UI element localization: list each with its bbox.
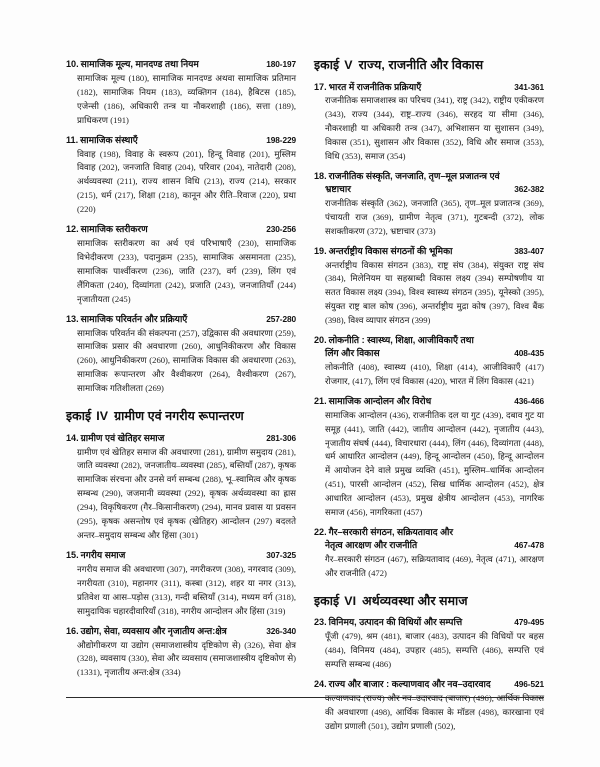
toc-entry-detail: गैर–सरकारी संगठन (467), सक्रियतावाद (469), नेतृत्व (471), आरक्षण और राजनीति (472) bbox=[325, 553, 544, 578]
toc-entry[interactable] bbox=[314, 245, 544, 329]
toc-entry-number: 13. bbox=[66, 313, 79, 324]
toc-entry-title bbox=[314, 334, 544, 347]
toc-entry-pages: 281-306 bbox=[266, 432, 296, 443]
unit-heading-6 bbox=[314, 594, 544, 610]
toc-entry-pages: 307-325 bbox=[266, 550, 296, 560]
toc-entry-number: 18. bbox=[314, 171, 327, 182]
toc-entry-title bbox=[314, 526, 544, 539]
toc-entry-number: 21. bbox=[314, 395, 327, 406]
toc-entry[interactable] bbox=[314, 81, 544, 165]
toc-body bbox=[66, 58, 544, 731]
toc-entry-title-text-2: नेतृत्व आरक्षण और राजनीति bbox=[325, 539, 418, 550]
unit-heading-5 bbox=[314, 58, 544, 74]
toc-entry-title-second-line bbox=[314, 347, 544, 360]
toc-entry-pages: 436-466 bbox=[514, 395, 544, 406]
toc-entry-number: 14. bbox=[66, 432, 79, 443]
toc-left-column bbox=[66, 58, 296, 686]
toc-entry-detail: विवाह (198), विवाह के स्वरूप (201), हिन्दू विवाह (201), मुस्लिम विवाह (202), जनजाति विवाह (204), परिवार (204), नातेदारी (208), अर्थव्यवस्था (211), राज्य शासन विधि (213), राज्य (214), सरकार (215), धर्म (217), शिक्षा (218), कानून और रीति–रिवाज (220), प्रथा (220) bbox=[77, 148, 296, 215]
toc-entry-number: 15. bbox=[66, 550, 79, 560]
toc-entry[interactable] bbox=[66, 432, 296, 543]
toc-entry-detail: अन्तर्राष्ट्रीय विकास संगठन (383), राष्ट्र संघ (384), संयुक्त राष्ट्र संघ (384), मिलेनियम या सहस्राब्दी विकास लक्ष्य (394) सम्पोषणीय या सतत विकास लक्ष्य (394), विश्व स्वास्थ्य संगठन (395), यूनेस्को (395), संयुक्त राष्ट्र बाल कोष (396), अन्तर्राष्ट्रीय मुद्रा कोष (397), विश्व बैंक (398), विश्व व्यापार संगठन (399) bbox=[325, 259, 544, 326]
toc-entry-title bbox=[314, 678, 514, 691]
unit-roman-numeral: IV bbox=[96, 409, 109, 424]
toc-entry-detail: सामाजिक स्तरीकरण का अर्थ एवं परिभाषाएँ (230), सामाजिक विभेदीकरण (233), पदानुक्रम (235), सामाजिक असमानता (235), सामाजिक पार्श्वीकरण (236), जाति (237), वर्ग (239), लिंग एवं लैंगिकता (240), दिव्यांगता (242), प्रजाति (243), जनजातियाँ (244) नृजातीयता (245) bbox=[77, 238, 296, 304]
toc-entry-title bbox=[314, 81, 514, 94]
toc-entry-title-text: राज्य और बाजार : कल्याणवाद और नव–उदारवाद bbox=[328, 678, 491, 689]
toc-entry-pages: 479-495 bbox=[514, 617, 544, 628]
toc-entry[interactable] bbox=[314, 616, 544, 672]
toc-entry-number: 11. bbox=[66, 134, 79, 145]
toc-entry[interactable] bbox=[66, 223, 296, 307]
unit-roman-numeral: VI bbox=[344, 593, 357, 608]
toc-entry-title-row bbox=[314, 81, 544, 94]
toc-entry-title-row bbox=[314, 616, 544, 629]
toc-entry-title-text: उद्योग, सेवा, व्यवसाय और नृजातीय अन्त:क्षेत्र bbox=[80, 625, 227, 636]
toc-entry[interactable] bbox=[66, 625, 296, 681]
toc-entry-title bbox=[66, 58, 266, 71]
toc-entry-detail: कल्याणवाद (राज्य) और नव–उदारवाद (बाजार) (496), आर्थिक विकास की अवधारणा (498), आर्थिक विकास के मॉडल (498), कारखाना एवं उद्योग प्रणाली (501), उद्योग प्रणाली (502), bbox=[325, 692, 544, 731]
toc-entry-detail: सामाजिक मूल्य (180), सामाजिक मानदण्ड अथवा सामाजिक प्रतिमान (182), सामाजिक नियम (183), व्यक्तिगन (184), हैबिटस (185), एजेन्सी (186), अधिकारी तन्त्र या नौकरशाही (186), सत्ता (189), प्राधिकरण (191) bbox=[77, 72, 296, 125]
toc-entry-title-row bbox=[66, 432, 296, 445]
toc-entry-title-text: नगरीय समाज bbox=[80, 550, 126, 560]
toc-entry-title-text: सामाजिक परिवर्तन और प्रक्रियाएँ bbox=[80, 313, 188, 324]
toc-entry-title-row bbox=[314, 678, 544, 691]
toc-entry-title-text: अन्तर्राष्ट्रीय विकास संगठनों की भूमिका bbox=[328, 245, 453, 256]
toc-entry-title-text: गैर–सरकारी संगठन, सक्रियतावाद और bbox=[328, 527, 454, 538]
toc-entry-title bbox=[314, 616, 514, 629]
page-bottom-rule bbox=[66, 697, 544, 698]
toc-entry-number: 16. bbox=[66, 625, 79, 636]
toc-entry-pages: 180-197 bbox=[266, 59, 296, 69]
toc-entry-title-text: सामाजिक आन्दोलन और विरोध bbox=[328, 395, 432, 406]
toc-entry-title-text: विनिमय, उत्पादन की विधियों और सम्पत्ति bbox=[328, 617, 463, 628]
toc-entry-title-row bbox=[66, 625, 296, 638]
toc-entry-detail: ग्रामीण एवं खेतिहर समाज की अवधारणा (281), ग्रामीण समुदाय (281), जाति व्यवस्था (282), जनजातीय–व्यवस्था (285), बस्तियाँ (287), कृषक सामाजिक संरचना और उनसे वर्ग सम्बन्ध (288), भू–स्वामित्व और कृषक सम्बन्ध (290), जजमानी व्यवस्था (292), कृषक अर्थव्यवस्था का ह्रास (294), विकृषिकरण (गैर–किसानीकरण) (294), मानव प्रवास या प्रवसन (295), कृषक असन्तोष एवं कृषक (खेतिहर) आन्दोलन (297) बदलते अन्तर–समुदाय सम्बन्ध और हिंसा (301) bbox=[77, 446, 296, 541]
toc-entry-pages: 230-256 bbox=[266, 224, 296, 235]
toc-entry-title-row bbox=[66, 549, 296, 562]
toc-entry-title-row bbox=[314, 334, 544, 360]
toc-entry-pages: 341-361 bbox=[514, 81, 544, 92]
toc-entry-title-text: सामाजिक मूल्य, मानदण्ड तथा नियम bbox=[80, 59, 199, 69]
toc-entry-title-row bbox=[66, 223, 296, 236]
toc-entry-detail: राजनीतिक संस्कृति (362), जनजाति (365), तृण–मूल प्रजातन्त्र (369), पंचायती राज (369), ग्रामीण नेतृत्व (371), गुटबन्दी (372), लोक सशक्तीकरण (372), भ्रष्टाचार (373) bbox=[325, 197, 544, 236]
toc-entry-detail: राजनीतिक समाजशास्त्र का परिचय (341), राष्ट्र (342), राष्ट्रीय एकीकरण (343), राज्य (344), राष्ट्र–राज्य (346), सरहद या सीमा (346), नौकरशाही या अधिकारी तन्त्र (347), अभिशासन या सुशासन (349), विकास (351), सुशासन और विकास (352), विधि और समाज (353), विधि (353), समाज (354) bbox=[325, 95, 544, 162]
toc-right-column bbox=[314, 58, 544, 740]
toc-entry[interactable] bbox=[314, 395, 544, 520]
toc-entry-detail: नगरीय समाज की अवधारणा (307), नगरीकरण (308), नगरवाद (309), नगरीयता (310), महानगर (311), कस्बा (312), शहर या नगर (313), प्रतिवेश या आस–पड़ोस (313), गन्दी बस्तियाँ (314), मध्यम वर्ग (318), सामुदायिक चहारदीवारियाँ (318), नगरीय आन्दोलन और हिंसा (319) bbox=[77, 563, 296, 616]
toc-entry-title-text: सामाजिक संस्थाएँ bbox=[80, 134, 138, 145]
toc-entry-title-second-line bbox=[314, 539, 544, 552]
unit-label: इकाई bbox=[66, 409, 92, 424]
toc-entry-title bbox=[66, 313, 266, 326]
toc-entry-title bbox=[314, 170, 544, 183]
toc-entry-title-text: भारत में राजनीतिक प्रक्रियाएँ bbox=[328, 81, 422, 92]
toc-entry-number: 23. bbox=[314, 617, 327, 628]
unit-title: अर्थव्यवस्था और समाज bbox=[362, 593, 468, 608]
toc-entry-title bbox=[66, 134, 266, 147]
unit-heading-4 bbox=[66, 409, 296, 425]
toc-entry-title bbox=[66, 432, 266, 445]
toc-entry-title-row bbox=[66, 58, 296, 71]
toc-entry-title-text: ग्रामीण एवं खेतिहर समाज bbox=[80, 432, 165, 443]
toc-entry-detail: सामाजिक आन्दोलन (436), राजनीतिक दल या गुट (439), दबाव गुट या समूह (441), जाति (442), जातीय आन्दोलन (442), नृजातीय (443), नृजातीय संघर्ष (444), विचारधारा (444), लिंग (446), दिव्यांगता (448), धर्म आधारित आन्दोलन (449), हिन्दू आन्दोलन (450), हिन्दू आन्दोलन में आयोजन देने वाले प्रमुख व्यक्ति (451), मुस्लिम–धार्मिक आन्दोलन (451), पारसी आन्दोलन (452), सिख धार्मिक आन्दोलन (452), क्षेत्र आधारित आन्दोलन (453), प्रमुख क्षेत्रीय आन्दोलन (453), नागरिक समाज (456), नागरिकता (457) bbox=[325, 409, 544, 518]
toc-entry-number: 24. bbox=[314, 678, 327, 689]
unit-label: इकाई bbox=[314, 593, 340, 608]
toc-entry-pages: 408-435 bbox=[514, 348, 544, 359]
toc-entry[interactable] bbox=[66, 58, 296, 128]
unit-roman-numeral: V bbox=[344, 58, 353, 72]
toc-entry-number: 10. bbox=[66, 59, 79, 69]
toc-entry[interactable] bbox=[314, 678, 544, 734]
toc-entry-detail: लोकनीति (408), स्वास्थ्य (410), शिक्षा (414), आजीविकाएँ (417) रोजगार, (417), लिंग एवं विकास (420), भारत में लिंग विकास (421) bbox=[325, 361, 544, 386]
unit-title: राज्य, राजनीति और विकास bbox=[358, 58, 484, 72]
toc-entry-number: 19. bbox=[314, 245, 327, 256]
toc-entry-title-row bbox=[314, 526, 544, 552]
toc-entry-title-text-2: लिंग और विकास bbox=[325, 348, 380, 359]
toc-entry[interactable] bbox=[314, 170, 544, 239]
toc-entry-number: 20. bbox=[314, 335, 327, 346]
toc-entry[interactable] bbox=[314, 334, 544, 389]
toc-entry-title-text: राजनीतिक संस्कृति, जनजाति, तृण–मूल प्रजातन्त्र एवं bbox=[328, 171, 500, 182]
toc-entry-detail: पूँजी (479), श्रम (481), बाजार (483), उत्पादन की विधियों पर बहस (484), विनिमय (484), उपहार (485), सम्पत्ति (486), सम्पत्ति एवं सम्पत्ति सम्बन्ध (486) bbox=[325, 631, 544, 669]
toc-entry-title-text-2: भ्रष्टाचार bbox=[325, 183, 351, 194]
toc-entry-title bbox=[66, 223, 266, 236]
toc-entry-pages: 362-382 bbox=[514, 183, 544, 194]
toc-entry-title-row bbox=[314, 170, 544, 196]
toc-entry-title-text: सामाजिक स्तरीकरण bbox=[80, 224, 148, 235]
toc-entry-pages: 198-229 bbox=[266, 134, 296, 145]
toc-entry-number: 22. bbox=[314, 527, 327, 538]
toc-entry-detail: औद्योगीकरण या उद्योग (समाजशास्त्रीय दृष्टिकोण से) (326), सेवा क्षेत्र (328), व्यवसाय (330), सेवा और व्यवसाय (समाजशास्त्रीय दृष्टिकोण से) (1331), नृजातीय अन्त:क्षेत्र (334) bbox=[77, 639, 296, 678]
toc-entry-title bbox=[66, 549, 266, 562]
toc-entry[interactable] bbox=[66, 134, 296, 218]
toc-entry-pages: 383-407 bbox=[514, 245, 544, 256]
toc-entry-pages: 496-521 bbox=[514, 678, 544, 689]
toc-entry[interactable] bbox=[314, 526, 544, 581]
unit-title: ग्रामीण एवं नगरीय रूपान्तरण bbox=[114, 409, 244, 424]
toc-entry-title-row bbox=[314, 245, 544, 258]
toc-entry-title-row bbox=[66, 313, 296, 326]
toc-entry[interactable] bbox=[66, 549, 296, 619]
toc-entry-title-text: लोकनीति : स्वास्थ्य, शिक्षा, आजीविकाएँ तथा bbox=[328, 335, 474, 346]
toc-entry-title bbox=[314, 395, 514, 408]
toc-entry-title bbox=[314, 245, 514, 258]
toc-entry-title-row bbox=[314, 395, 544, 408]
toc-entry-number: 12. bbox=[66, 224, 79, 235]
toc-entry[interactable] bbox=[66, 313, 296, 397]
toc-entry-title bbox=[66, 625, 266, 638]
toc-entry-pages: 257-280 bbox=[266, 313, 296, 324]
toc-entry-title-second-line bbox=[314, 183, 544, 196]
unit-label: इकाई bbox=[314, 58, 340, 72]
toc-entry-detail: सामाजिक परिवर्तन की संकल्पना (257), उद्विकास की अवधारणा (259), सामाजिक प्रसार की अवधारणा (260), आधुनिकीकरण और विकास (260), आधुनिकीकरण (260), सामाजिक विकास की अवधारणा (263), सामाजिक रूपान्तरण और वैश्वीकरण (264), वैश्वीकरण (267), सामाजिक गतिशीलता (269) bbox=[77, 327, 296, 394]
toc-entry-pages: 326-340 bbox=[266, 625, 296, 636]
toc-entry-title-row bbox=[66, 134, 296, 147]
toc-entry-pages: 467-478 bbox=[514, 539, 544, 550]
toc-entry-number: 17. bbox=[314, 81, 327, 92]
